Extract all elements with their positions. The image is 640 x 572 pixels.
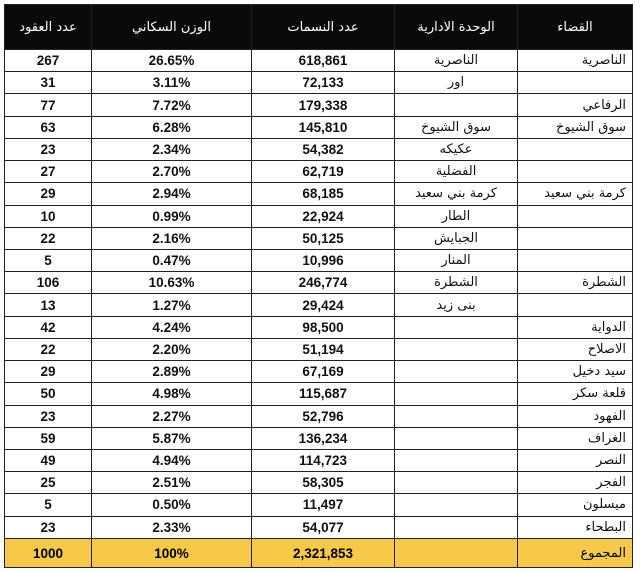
cell-district bbox=[518, 72, 633, 94]
cell-weight: 0.50% bbox=[92, 494, 252, 516]
table-row bbox=[5, 249, 633, 271]
cell-unit bbox=[395, 516, 518, 538]
total-contracts: 1000 bbox=[5, 539, 92, 568]
cell-district: الفهود bbox=[518, 405, 633, 427]
table-container bbox=[4, 4, 632, 568]
cell-population: 179,338 bbox=[252, 94, 395, 116]
total-unit-empty bbox=[395, 539, 518, 568]
cell-weight: 4.94% bbox=[92, 449, 252, 471]
cell-district: الشطرة bbox=[518, 272, 633, 294]
cell-unit: بنى زيد bbox=[395, 294, 518, 316]
cell-district bbox=[518, 227, 633, 249]
table-row bbox=[5, 72, 633, 94]
cell-district: الغراف bbox=[518, 427, 633, 449]
cell-district: النصر bbox=[518, 449, 633, 471]
table-row bbox=[5, 94, 633, 116]
cell-contracts: 23 bbox=[5, 138, 92, 160]
cell-population: 52,796 bbox=[252, 405, 395, 427]
cell-unit bbox=[395, 383, 518, 405]
cell-population: 51,194 bbox=[252, 338, 395, 360]
table-row bbox=[5, 361, 633, 383]
population-table bbox=[4, 4, 633, 568]
total-weight: 100% bbox=[92, 539, 252, 568]
cell-district bbox=[518, 205, 633, 227]
cell-district: قلعة سكر bbox=[518, 383, 633, 405]
table-header bbox=[5, 5, 633, 50]
table-row bbox=[5, 383, 633, 405]
cell-unit: سوق الشيوخ bbox=[395, 116, 518, 138]
cell-weight: 2.94% bbox=[92, 183, 252, 205]
cell-contracts: 106 bbox=[5, 272, 92, 294]
cell-contracts: 42 bbox=[5, 316, 92, 338]
cell-weight: 4.98% bbox=[92, 383, 252, 405]
cell-contracts: 10 bbox=[5, 205, 92, 227]
table-footer bbox=[5, 539, 633, 568]
table-row bbox=[5, 316, 633, 338]
cell-unit: الشطرة bbox=[395, 272, 518, 294]
cell-unit bbox=[395, 427, 518, 449]
header-row bbox=[5, 5, 633, 50]
cell-weight: 2.16% bbox=[92, 227, 252, 249]
cell-unit: اور bbox=[395, 72, 518, 94]
cell-weight: 6.28% bbox=[92, 116, 252, 138]
cell-population: 145,810 bbox=[252, 116, 395, 138]
cell-contracts: 50 bbox=[5, 383, 92, 405]
total-population: 2,321,853 bbox=[252, 539, 395, 568]
cell-unit: الجبايش bbox=[395, 227, 518, 249]
cell-unit: كرمة بني سعيد bbox=[395, 183, 518, 205]
cell-unit bbox=[395, 338, 518, 360]
cell-weight: 26.65% bbox=[92, 50, 252, 72]
cell-population: 54,382 bbox=[252, 138, 395, 160]
cell-contracts: 25 bbox=[5, 472, 92, 494]
table-row bbox=[5, 449, 633, 471]
cell-unit: عكيكه bbox=[395, 138, 518, 160]
cell-population: 62,719 bbox=[252, 161, 395, 183]
total-label: المجموع bbox=[518, 539, 633, 568]
cell-district: البطحاء bbox=[518, 516, 633, 538]
cell-contracts: 23 bbox=[5, 516, 92, 538]
table-row bbox=[5, 494, 633, 516]
header-contracts: عدد العقود bbox=[5, 5, 92, 50]
table-row bbox=[5, 472, 633, 494]
table-row bbox=[5, 161, 633, 183]
table-row bbox=[5, 294, 633, 316]
cell-weight: 0.99% bbox=[92, 205, 252, 227]
cell-weight: 2.27% bbox=[92, 405, 252, 427]
cell-unit: المنار bbox=[395, 249, 518, 271]
cell-district: ميسلون bbox=[518, 494, 633, 516]
header-weight: الوزن السكاني bbox=[92, 5, 252, 50]
cell-weight: 0.47% bbox=[92, 249, 252, 271]
cell-contracts: 5 bbox=[5, 249, 92, 271]
cell-weight: 7.72% bbox=[92, 94, 252, 116]
cell-unit: الناصرية bbox=[395, 50, 518, 72]
cell-unit bbox=[395, 316, 518, 338]
table-row bbox=[5, 338, 633, 360]
cell-contracts: 13 bbox=[5, 294, 92, 316]
cell-contracts: 29 bbox=[5, 361, 92, 383]
cell-district: سيد دخيل bbox=[518, 361, 633, 383]
cell-district bbox=[518, 138, 633, 160]
table-row bbox=[5, 516, 633, 538]
cell-population: 136,234 bbox=[252, 427, 395, 449]
cell-contracts: 59 bbox=[5, 427, 92, 449]
cell-weight: 10.63% bbox=[92, 272, 252, 294]
cell-unit bbox=[395, 472, 518, 494]
table-row bbox=[5, 227, 633, 249]
header-population: عدد النسمات bbox=[252, 5, 395, 50]
cell-district bbox=[518, 161, 633, 183]
table-row bbox=[5, 405, 633, 427]
cell-population: 58,305 bbox=[252, 472, 395, 494]
cell-weight: 2.89% bbox=[92, 361, 252, 383]
table-row bbox=[5, 427, 633, 449]
cell-population: 98,500 bbox=[252, 316, 395, 338]
cell-district: الناصرية bbox=[518, 50, 633, 72]
table-row bbox=[5, 205, 633, 227]
cell-population: 618,861 bbox=[252, 50, 395, 72]
cell-contracts: 5 bbox=[5, 494, 92, 516]
cell-contracts: 267 bbox=[5, 50, 92, 72]
cell-population: 11,497 bbox=[252, 494, 395, 516]
cell-population: 10,996 bbox=[252, 249, 395, 271]
cell-weight: 2.70% bbox=[92, 161, 252, 183]
cell-population: 115,687 bbox=[252, 383, 395, 405]
cell-weight: 2.20% bbox=[92, 338, 252, 360]
cell-district bbox=[518, 294, 633, 316]
cell-district: الرفاعي bbox=[518, 94, 633, 116]
cell-contracts: 63 bbox=[5, 116, 92, 138]
cell-unit bbox=[395, 449, 518, 471]
cell-population: 68,185 bbox=[252, 183, 395, 205]
cell-contracts: 23 bbox=[5, 405, 92, 427]
cell-population: 50,125 bbox=[252, 227, 395, 249]
cell-population: 114,723 bbox=[252, 449, 395, 471]
table-body bbox=[5, 50, 633, 539]
cell-unit: الفضلية bbox=[395, 161, 518, 183]
cell-weight: 5.87% bbox=[92, 427, 252, 449]
table-row bbox=[5, 183, 633, 205]
cell-weight: 1.27% bbox=[92, 294, 252, 316]
cell-district bbox=[518, 249, 633, 271]
cell-weight: 2.33% bbox=[92, 516, 252, 538]
cell-weight: 2.34% bbox=[92, 138, 252, 160]
cell-population: 72,133 bbox=[252, 72, 395, 94]
cell-unit bbox=[395, 405, 518, 427]
cell-contracts: 77 bbox=[5, 94, 92, 116]
cell-population: 246,774 bbox=[252, 272, 395, 294]
cell-unit bbox=[395, 94, 518, 116]
table-row bbox=[5, 272, 633, 294]
cell-contracts: 27 bbox=[5, 161, 92, 183]
header-unit: الوحدة الادارية bbox=[395, 5, 518, 50]
cell-district: الاصلاح bbox=[518, 338, 633, 360]
cell-population: 54,077 bbox=[252, 516, 395, 538]
cell-weight: 4.24% bbox=[92, 316, 252, 338]
header-district: القضاء bbox=[518, 5, 633, 50]
cell-population: 67,169 bbox=[252, 361, 395, 383]
total-row bbox=[5, 539, 633, 568]
cell-contracts: 49 bbox=[5, 449, 92, 471]
cell-contracts: 22 bbox=[5, 227, 92, 249]
cell-population: 22,924 bbox=[252, 205, 395, 227]
cell-district: سوق الشيوخ bbox=[518, 116, 633, 138]
cell-population: 29,424 bbox=[252, 294, 395, 316]
cell-unit: الطار bbox=[395, 205, 518, 227]
cell-contracts: 31 bbox=[5, 72, 92, 94]
cell-unit bbox=[395, 361, 518, 383]
cell-weight: 2.51% bbox=[92, 472, 252, 494]
cell-contracts: 29 bbox=[5, 183, 92, 205]
table-row bbox=[5, 50, 633, 72]
cell-contracts: 22 bbox=[5, 338, 92, 360]
cell-district: الدواية bbox=[518, 316, 633, 338]
cell-unit bbox=[395, 494, 518, 516]
cell-weight: 3.11% bbox=[92, 72, 252, 94]
table-row bbox=[5, 138, 633, 160]
table-row bbox=[5, 116, 633, 138]
cell-district: الفجر bbox=[518, 472, 633, 494]
cell-district: كرمة بني سعيد bbox=[518, 183, 633, 205]
